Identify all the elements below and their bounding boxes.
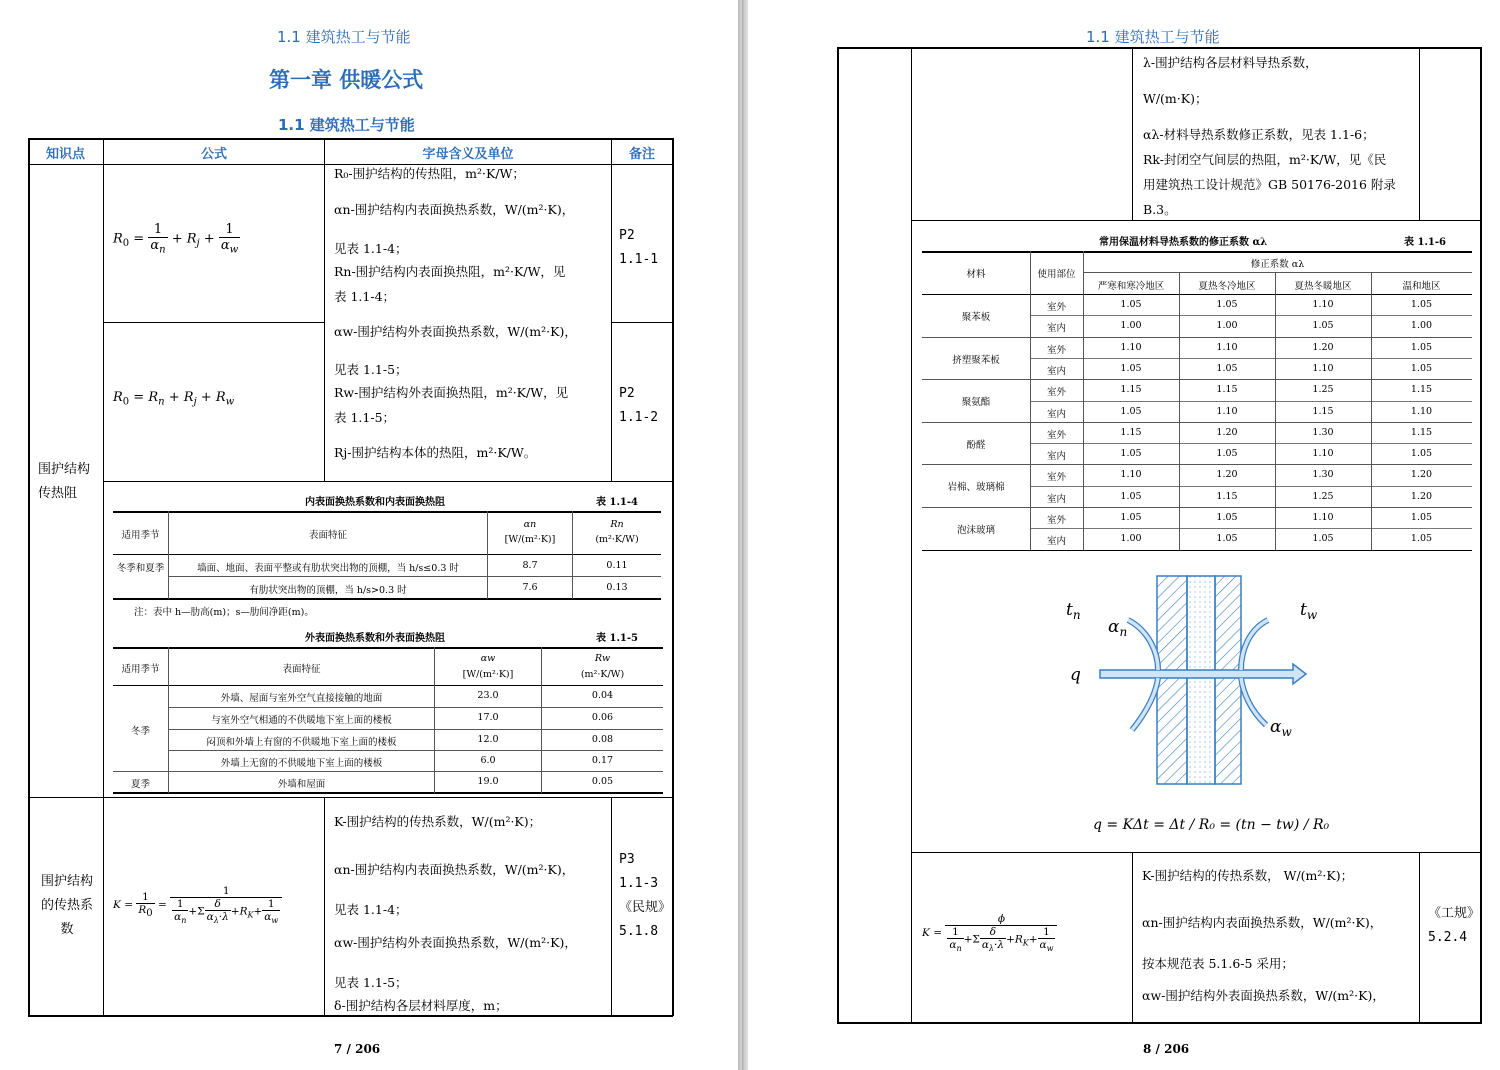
table-cell: 1.15 <box>1312 405 1334 417</box>
table-cell: 1.10 <box>1312 512 1334 523</box>
table-cell: 1.05 <box>1216 512 1238 523</box>
table-cell: 1.05 <box>1216 533 1238 545</box>
table-cell: 室内 <box>1046 365 1066 377</box>
table-cell: 1.25 <box>1312 384 1334 396</box>
table-1-1-4-title: 内表面换热系数和内表面换热阻 <box>305 497 445 508</box>
svg-text:q: q <box>1070 665 1081 685</box>
table-cell: 1.20 <box>1312 341 1334 353</box>
material-name: 聚苯板 <box>961 312 991 323</box>
table-cell: 1.05 <box>1216 448 1238 460</box>
table-cell: 室内 <box>1046 536 1066 548</box>
table-1-1-6-title: 常用保温材料导热系数的修正系数 αλ <box>1099 237 1268 248</box>
topic-heat-transfer-coefficient: 围护结构的传热系数 <box>40 874 93 937</box>
svg-text:αw: $\alpha_w$ <box>1270 717 1292 739</box>
col-location: 使用部位 <box>1037 269 1076 280</box>
remark-3: P3 1.1-3 《民规》5.1.8 <box>619 852 665 939</box>
table-cell: 1.10 <box>1410 405 1433 417</box>
table-row: 闷顶和外墙上有窗的不供暖地下室上面的楼板 <box>206 737 397 748</box>
page-right: 1.1 建筑热工与节能 λ-围护结构各层材料导热系数， W/(m·K)； αλ-材料导热系数修正系数，见表 1.1-6； Rk-封闭空气间层的热阻，m²·K/W，见《民 用建筑热工设计规范》GB 50176-2016 附录 B.3。 常用保温材料导热系数的修正系数 αλ 表 1.1-6 $t_n$ $\alpha_n$ q $t_w$ $\alpha_w$ q = KΔt = Δt / R₀ = (tn − tw) / R₀ K = ϕ $\frac{1}{\alpha_n}$ +Σ $\frac{\delta}{\alpha_\lambda\cdot\lambda}$ $+R_K+$ $\frac{1}{\alpha_w}$ K-围护结构的传热系数， W/(m²·K)； αn-围护结构内表面换热系数，W/(m²·K)， 按本规范表 5.1.6-5 采用； αw-围护结构外表面换热系数，W/(m²·K)， 《工规》5.2.4 8 / 206 材料 使用部位 修正系数 αλ 严寒和寒冷地区 夏热冬冷地区 夏热冬暖地区 温和地区 聚苯板 室外 1.05 1.05 1.10 1.05 室内 1.00 1.00 1.05 1.00 挤塑聚苯板 室外 1.10 1.10 1.20 1.05 室内 1.05 1.05 1.10 1.05 聚氨酯 室外 1.15 1.15 1.25 1.15 室内 1.05 1.10 1.15 1.10 酚醛 室外 1.15 1.20 1.30 1.15 室内 1.05 1.05 1.10 1.05 岩棉、玻璃棉 室外 1.10 1.20 1.30 1.20 室内 1.05 1.15 1.25 1.20 泡沫玻璃 室外 1.05 1.05 1.10 1.05 室内 1.00 1.05 1.05 1.05 <box>748 0 1500 1070</box>
table-cell: 1.05 <box>1120 448 1142 460</box>
wall-outer-layer <box>1215 576 1241 784</box>
table-cell: 室内 <box>1046 451 1066 463</box>
table-cell: 1.05 <box>1216 299 1238 310</box>
table-cell: 1.05 <box>1410 341 1433 353</box>
formula-r0-2: $R_0 = R_n + R_j + R_w$ <box>113 390 235 408</box>
col-region: 温和地区 <box>1402 281 1441 292</box>
col-header-formula: 公式 <box>200 147 227 162</box>
table-cell: 1.10 <box>1312 362 1334 374</box>
table-cell: 1.25 <box>1312 490 1334 502</box>
table-cell: 室外 <box>1046 515 1066 526</box>
table-cell: 1.10 <box>1216 405 1238 417</box>
material-name: 挤塑聚苯板 <box>952 354 1000 366</box>
heat-flux-equation: q = KΔt = Δt / R₀ = (tn − tw) / R₀ <box>1093 817 1330 833</box>
col-region: 严寒和寒冷地区 <box>1097 281 1165 292</box>
table-cell: 1.05 <box>1120 362 1142 374</box>
table-cell: 室外 <box>1046 429 1066 441</box>
table-cell: 1.05 <box>1410 448 1433 460</box>
wall-inner-layer <box>1157 576 1187 784</box>
page-number-left: 7 / 206 <box>334 1042 381 1056</box>
col-region: 夏热冬暖地区 <box>1294 281 1352 292</box>
material-name: 岩棉、玻璃棉 <box>947 482 1005 494</box>
table-cell: 1.00 <box>1410 320 1433 332</box>
table-cell: 1.30 <box>1312 469 1334 481</box>
table-cell: 1.20 <box>1410 490 1433 502</box>
table-cell: 1.05 <box>1120 490 1142 502</box>
col-header-topic: 知识点 <box>45 147 85 162</box>
chapter-title: 第一章 供暖公式 <box>269 68 424 92</box>
table-cell: 室外 <box>1046 302 1066 313</box>
table-cell: 1.00 <box>1120 533 1142 545</box>
table-1-1-4-label: 表 1.1-4 <box>596 497 638 508</box>
table-cell: 1.15 <box>1410 384 1433 396</box>
table-cell: 1.05 <box>1410 533 1433 545</box>
page-divider <box>738 0 748 1070</box>
wall-middle-layer <box>1187 576 1215 784</box>
table-cell: 室内 <box>1046 493 1066 505</box>
table-cell: 1.05 <box>1410 512 1433 523</box>
table-cell: 室内 <box>1046 323 1066 335</box>
formula-k: K = $\frac{1}{R_0}$ = 1 $\frac{1}{\alpha_n}$ +Σ $\frac{\delta}{\alpha_\lambda\cdot\lambda}$ $+R_K+$ $\frac{1}{\alpha_w}$ <box>113 885 282 925</box>
col-region: 夏热冬冷地区 <box>1198 281 1256 292</box>
table-cell: 1.30 <box>1312 426 1334 438</box>
svg-text:tw: $t_w$ <box>1300 600 1318 622</box>
material-name: 泡沫玻璃 <box>956 525 995 536</box>
table-cell: 1.05 <box>1410 299 1433 310</box>
table-cell: 1.15 <box>1120 384 1142 396</box>
col-header-remark: 备注 <box>628 147 655 162</box>
page-number-right: 8 / 206 <box>1143 1042 1190 1056</box>
col-header-meaning: 字母含义及单位 <box>422 147 514 162</box>
table-cell: 1.20 <box>1216 426 1238 438</box>
table-cell: 室外 <box>1046 387 1066 399</box>
convection-out-arrow-bottom <box>1241 678 1266 725</box>
section-title: 1.1 建筑热工与节能 <box>278 116 415 134</box>
table-cell: 1.15 <box>1120 426 1142 438</box>
table-row: 墙面、地面、表面平整或有肋状突出物的顶棚，当 h/s≤0.3 时 <box>197 563 459 574</box>
table-row: 外墙和屋面 <box>277 779 326 790</box>
table-1-1-5-title: 外表面换热系数和外表面换热阻 <box>305 633 445 644</box>
table-cell: 1.15 <box>1410 426 1433 438</box>
table-cell: 1.00 <box>1120 320 1142 332</box>
material-name: 聚氨酯 <box>961 397 991 409</box>
topic-thermal-resistance: 围护结构传热阻 <box>38 462 91 501</box>
table-row: 有肋状突出物的顶棚，当 h/s>0.3 时 <box>249 585 407 596</box>
table-cell: 1.05 <box>1312 533 1334 545</box>
table-cell: 1.00 <box>1216 320 1238 332</box>
remark-2: P2 1.1-2 <box>619 386 659 425</box>
remark-4: 《工规》5.2.4 <box>1428 906 1474 945</box>
table-cell: 1.05 <box>1216 362 1238 374</box>
table-1-1-5-label: 表 1.1-5 <box>596 633 638 644</box>
page-left: 1.1 建筑热工与节能 第一章 供暖公式 1.1 建筑热工与节能 知识点 公式 字母含义及单位 备注 围护结构传热阻 $R_0$ = $\frac{1}{\alpha_n}$ + $R_j$ + $\frac{1}{\alpha_w}$ $R_0 = R_n + R_j + R_w$ R₀-围护结构的传热阻，m²·K/W； αn-围护结构内表面换热系数，W/(m²·K)， 见表 1.1-4； Rn-围护结构内表面换热阻，m²·K/W，见 表 1.1-4； αw-围护结构外表面换热系数，W/(m²·K)， 见表 1.1-5； Rw-围护结构外表面换热阻，m²·K/W，见 表 1.1-5； Rj-围护结构本体的热阻，m²·K/W。 P2 1.1-1 P2 1.1-2 内表面换热系数和内表面换热阻 表 1.1-4 适用季节 表面特征 αn [W/(m²·K)] Rn (m²·K/W) 冬季和夏季 墙面、地面、表面平整或有肋状突出物的顶棚，当 h/s≤0.3 时 8.7 0.11 有肋状突出物的顶棚，当 h/s>0.3 时 7.6 0.13 注：表中 h—肋高(m)；s—肋间净距(m)。 外表面换热系数和外表面换热阻 表 1.1-5 适用季节 表面特征 αw [W/(m²·K)] Rw (m²·K/W) 冬季 夏季 外墙、屋面与室外空气直接接触的地面 23.0 0.04 与室外空气相通的不供暖地下室上面的楼板 17.0 0.06 闷顶和外墙上有窗的不供暖地下室上面的楼板 12.0 0.08 外墙上无窗的不供暖地下室上面的楼板 6.0 0.17 外墙和屋面 19.0 0.05 围护结构的传热系数 K = $\frac{1}{R_0}$ = 1 $\frac{1}{\alpha_n}$ +Σ $\frac{\delta}{\alpha_\lambda\cdot\lambda}$ $+R_K+$ $\frac{1}{\alpha_w}$ K-围护结构的传热系数，W/(m²·K)； αn-围护结构内表面换热系数，W/(m²·K)， 见表 1.1-4； αw-围护结构外表面换热系数，W/(m²·K)， 见表 1.1-5； δ-围护结构各层材料厚度，m； P3 1.1-3 《民规》5.1.8 7 / 206 <box>0 0 738 1070</box>
table-cell: 1.05 <box>1120 299 1142 310</box>
table-cell: 室内 <box>1046 408 1066 420</box>
remark-1: P2 1.1-1 <box>619 228 659 267</box>
table-cell: 1.05 <box>1120 405 1142 417</box>
table-cell: 1.15 <box>1216 384 1238 396</box>
table-cell: 1.10 <box>1312 448 1334 460</box>
table-cell: 1.05 <box>1312 320 1334 332</box>
svg-text:tn: $t_n$ <box>1066 600 1081 622</box>
running-header: 1.1 建筑热工与节能 <box>277 28 411 46</box>
heat-transfer-diagram <box>1048 560 1378 800</box>
formula-k-phi: K = ϕ $\frac{1}{\alpha_n}$ +Σ $\frac{\delta}{\alpha_\lambda\cdot\lambda}$ $+R_K+$ $\frac{1}{\alpha_w}$ <box>922 913 1057 953</box>
col-correction-group: 修正系数 αλ <box>1250 259 1305 270</box>
table-1-1-6-label: 表 1.1-6 <box>1404 237 1446 248</box>
table-row: 与室外空气相通的不供暖地下室上面的楼板 <box>211 715 392 726</box>
table-cell: 1.20 <box>1216 469 1238 481</box>
table-cell: 室外 <box>1046 472 1066 484</box>
table-cell: 1.10 <box>1216 341 1238 353</box>
table-cell: 1.10 <box>1120 469 1142 481</box>
running-header: 1.1 建筑热工与节能 <box>1086 28 1220 46</box>
table-cell: 1.05 <box>1410 362 1433 374</box>
col-material: 材料 <box>966 269 986 280</box>
table-cell: 1.15 <box>1216 490 1238 502</box>
table-cell: 1.10 <box>1312 299 1334 310</box>
table-1-1-4-note: 注：表中 h—肋高(m)；s—肋间净距(m)。 <box>134 607 314 618</box>
table-cell: 1.05 <box>1120 512 1142 523</box>
svg-text:αn: $\alpha_n$ <box>1108 617 1128 639</box>
material-name: 酚醛 <box>966 439 986 451</box>
table-row: 外墙、屋面与室外空气直接接触的地面 <box>220 693 383 704</box>
table-cell: 1.10 <box>1120 341 1142 353</box>
table-cell: 1.20 <box>1410 469 1433 481</box>
table-row: 外墙上无窗的不供暖地下室上面的楼板 <box>220 758 383 769</box>
formula-r0-1: $R_0$ = $\frac{1}{\alpha_n}$ + $R_j$ + $\frac{1}{\alpha_w}$ <box>113 222 239 256</box>
table-cell: 室外 <box>1046 344 1066 356</box>
